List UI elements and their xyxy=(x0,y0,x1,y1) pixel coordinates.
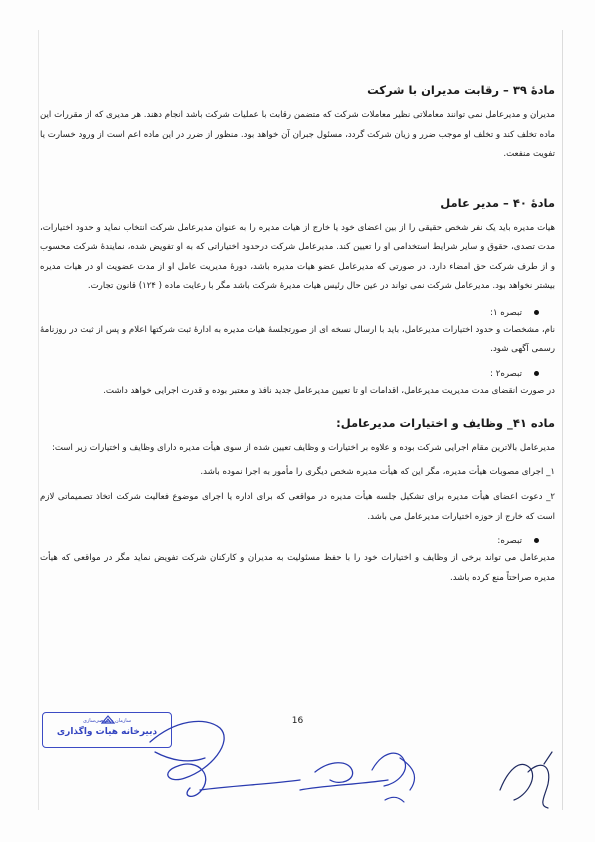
signature-1 xyxy=(150,721,300,796)
article-40-heading: مادهٔ ۴۰ – مدیر عامل xyxy=(440,195,555,210)
article-41-item-1: ۱_ اجرای مصوبات هیأت مدیره، مگر این که هیأت مدیره شخص دیگری را مأمور به اجرا نموده باشد. xyxy=(200,466,555,477)
article-40-body: هیات مدیره باید یک نفر شخص حقیقی را از بین اعضای خود یا خارج از هیات مدیره را به عنوان مدیرعامل شرکت انتخاب نماید و حدود اختیارات، مدت تصدی، حقوق و سایر شرایط استخدامی او را تعیین کند. مدیرعامل شرکت درحدود اختیاراتی که به او تفویض شده، نمایندهٔ شرکت محسوب و از طرف شرکت حق امضاء دارد. در صورتی که مدیرعامل عضو هیات مدیره باشد، دورهٔ مدیریت عامل او از مدت عضویت او در هیات مدیره بیشتر نخواهد بود. مدیرعامل شرکت نمی تواند در عین حال رئیس هیات مدیرهٔ شرکت باشد مگر با رعایت ماده ( ۱۲۴) قانون تجارت. xyxy=(40,222,555,291)
article-41-note-body: مدیرعامل می تواند برخی از وظایف و اختیارات خود را با حفظ مسئولیت به مدیران و کارکنان شرکت تفویض نماید مگر در مواقعی که هیأت مدیره صراحتاً منع کرده باشد. xyxy=(40,553,555,583)
article-41-heading: ماده ۴۱_ وظایف و اختیارات مدیرعامل: xyxy=(336,416,555,430)
article-41-note-title: تبصره: xyxy=(40,533,539,549)
signature-3 xyxy=(372,753,415,802)
article-41-intro: مدیرعامل بالاترین مقام اجرایی شرکت بوده و علاوه بر اختیارات و وظایف تعیین شده از سوی هیأت مدیره دارای وظایف و اختیارات زیر است: xyxy=(51,443,555,453)
stamp-organization: سازمان خصوصی‌سازی xyxy=(82,718,132,724)
article-39-body: مدیران و مدیرعامل نمی توانند معاملاتی نظیر معاملات شرکت که متضمن رقابت با عملیات شرکت باشد انجام دهند. هر مدیری که از مقررات این ماده تخلف کند و تخلف او موجب ضرر و زیان شرکت گردد، مسئول جبران آن خواهد بود. منظور از ضرر در این ماده اعم است از ورود خسارت یا تفویت منفعت. xyxy=(40,110,555,159)
article-40-note-1-title: تبصره ۱: xyxy=(40,305,539,321)
article-41-item-2: ۲_ دعوت اعضای هیأت مدیره برای تشکیل جلسه هیأت مدیره در مواقعی که برای اداره یا اجرای موضوع فعالیت شرکت اتخاذ تصمیماتی لازم است که خارج از حوزه اختیارات مدیرعامل می باشد. xyxy=(40,492,555,522)
signature-4 xyxy=(500,752,552,808)
article-40-note-1-body: نام، مشخصات و حدود اختیارات مدیرعامل، باید با ارسال نسخه ای از صورتجلسهٔ هیات مدیره به ادارهٔ ثبت شرکتها اعلام و پس از ثبت در روزنامهٔ رسمی آگهی شود. xyxy=(40,324,555,354)
article-40-note-2-title: تبصره۲ : xyxy=(40,366,539,382)
stamp-secretariat: دبیرخانه هیات واگذاری xyxy=(56,727,158,737)
article-40-note-2-body: در صورت انقضای مدت مدیریت مدیرعامل، اقدامات او تا تعیین مدیرعامل جدید نافذ و معتبر بوده و قدرت اجرایی خواهد داشت. xyxy=(103,385,555,396)
page-number: 16 xyxy=(291,716,304,726)
signature-2 xyxy=(300,763,388,790)
article-39-heading: مادهٔ ۳۹ – رقابت مدیران با شرکت xyxy=(367,83,555,97)
